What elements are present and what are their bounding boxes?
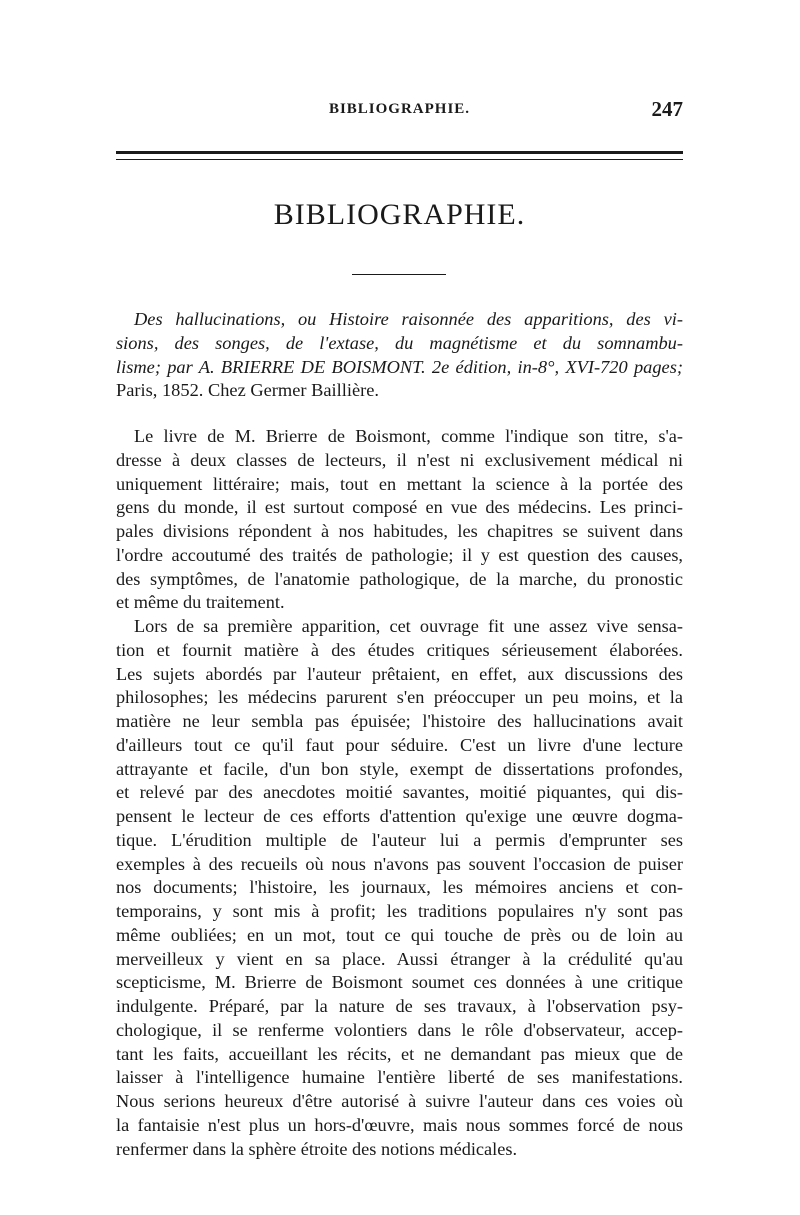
body-line: exemples à des recueils où nous n'avons pas souvent l'occasion de puiser bbox=[116, 853, 683, 874]
body-line: laisser à l'intelligence humaine l'entière liberté de ses manifestations. bbox=[116, 1067, 683, 1088]
body-line: chologique, il se renferme volontiers dans le rôle d'observateur, accep- bbox=[116, 1019, 683, 1040]
body-line: temporains, y sont mis à profit; les traditions populaires n'y sont pas bbox=[116, 901, 683, 921]
body-line: des symptômes, de l'anatomie pathologique, de la marche, du pronostic bbox=[116, 568, 683, 589]
citation-line: Des hallucinations, ou Histoire raisonnée des apparitions, des vi- bbox=[134, 309, 683, 329]
body-line: l'ordre accoutumé des traités de pathologie; il y est question des causes, bbox=[116, 544, 683, 565]
body-line: tant les faits, accueillant les récits, et ne demandant pas mieux que de bbox=[116, 1043, 683, 1064]
body-line: indulgente. Préparé, par la nature de ses travaux, à l'observation psy- bbox=[116, 996, 683, 1016]
title-divider bbox=[352, 274, 446, 275]
body-line: merveilleux y vient en sa place. Aussi étranger à la crédulité qu'au bbox=[116, 948, 683, 969]
running-header bbox=[116, 97, 683, 125]
body-line: dresse à deux classes de lecteurs, il n'est ni exclusivement médical ni bbox=[116, 449, 683, 470]
body-line: uniquement littéraire; mais, tout en mettant la science à la portée des bbox=[116, 473, 683, 494]
body-line: gens du monde, il est surtout composé en vue des médecins. Les princi- bbox=[116, 497, 683, 518]
body-line: attrayante et facile, d'un bon style, exempt de dissertations profondes, bbox=[116, 758, 683, 779]
body-line: tion et fournit matière à des études critiques sérieusement élaborées. bbox=[116, 639, 683, 660]
body-line: philosophes; les médecins parurent s'en préoccuper un peu moins, et la bbox=[116, 687, 683, 708]
body-line: et même du traitement. bbox=[116, 592, 285, 613]
body-line: renfermer dans la sphère étroite des notions médicales. bbox=[116, 1138, 518, 1159]
body-line: Nous serions heureux d'être autorisé à suivre l'auteur dans ces voies où bbox=[116, 1091, 683, 1111]
body-line: pales divisions répondent à nos habitudes, les chapitres se suivent dans bbox=[116, 521, 683, 541]
body-line: d'ailleurs tout ce qu'il faut pour séduire. C'est un livre d'une lecture bbox=[116, 734, 683, 755]
running-title: BIBLIOGRAPHIE. bbox=[328, 101, 471, 117]
book-citation bbox=[116, 308, 683, 403]
body-line: la fantaisie n'est plus un hors-d'œuvre, mais nous sommes forcé de nous bbox=[116, 1114, 683, 1135]
citation-line: lisme; par A. BRIERRE DE BOISMONT. 2e édition, in-8°, XVI-720 pages; bbox=[116, 356, 683, 377]
section-title: BIBLIOGRAPHIE. bbox=[273, 198, 526, 231]
body-line: Le livre de M. Brierre de Boismont, comme l'indique son titre, s'a- bbox=[134, 426, 683, 446]
review-body bbox=[116, 425, 683, 1161]
body-line: nos documents; l'histoire, les journaux, les mémoires anciens et con- bbox=[116, 877, 683, 898]
body-line: scepticisme, M. Brierre de Boismont soumet ces données à une critique bbox=[116, 972, 683, 993]
citation-line: sions, des songes, de l'extase, du magnétisme et du somnambu- bbox=[116, 332, 683, 353]
body-line: même oubliées; en un mot, tout ce qui touche de près ou de loin au bbox=[116, 924, 683, 945]
body-line: Lors de sa première apparition, cet ouvrage fit une assez vive sensa- bbox=[134, 616, 683, 636]
body-line: et relevé par des anecdotes moitié savantes, moitié piquantes, qui dis- bbox=[116, 782, 683, 803]
body-line: tique. L'érudition multiple de l'auteur lui a permis d'emprunter ses bbox=[116, 829, 683, 850]
body-line: matière ne leur sembla pas épuisée; l'histoire des hallucinations avait bbox=[116, 711, 683, 731]
body-line: pensent le lecteur de ces efforts d'attention qu'exige une œuvre dogma- bbox=[116, 806, 683, 826]
body-line: Les sujets abordés par l'auteur prêtaient, en effet, aux discussions des bbox=[116, 663, 683, 684]
header-double-rule bbox=[116, 151, 683, 160]
citation-line: Paris, 1852. Chez Germer Baillière. bbox=[116, 380, 380, 401]
page-number: 247 bbox=[651, 97, 683, 121]
